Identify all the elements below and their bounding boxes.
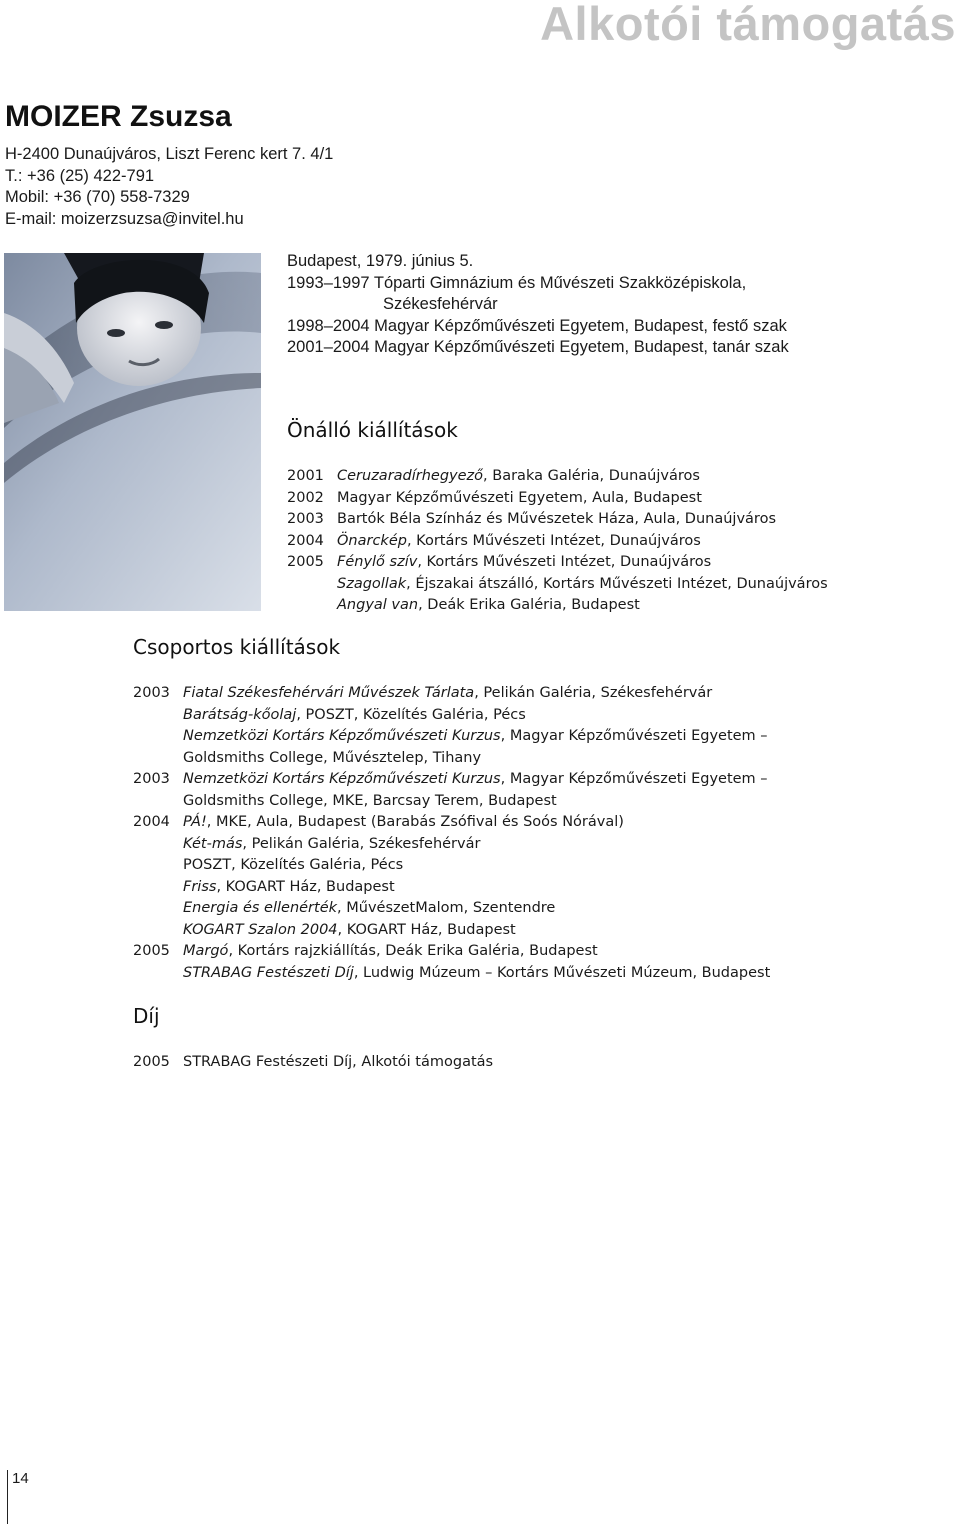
- exhibition-entry: [133, 769, 833, 812]
- entry-text: [183, 920, 516, 942]
- entry-year: [133, 705, 183, 727]
- entry-venue: , Kortárs Művészeti Intézet, Dunaújváros: [406, 532, 701, 549]
- phone-line: T.: +36 (25) 422-791: [5, 166, 155, 185]
- exhibition-entry: [133, 898, 833, 920]
- entry-title: Ceruzaradírhegyező: [337, 468, 484, 484]
- entry-year: [133, 877, 183, 899]
- entry-venue: , MKE, Aula, Budapest (Barabás Zsófival és Soós Nórával): [206, 814, 624, 830]
- entry-text: [183, 812, 624, 834]
- entry-venue: Magyar Képzőművészeti Egyetem, Aula, Budapest: [337, 489, 702, 506]
- entry-text: [337, 509, 776, 531]
- exhibition-entry: [133, 920, 833, 942]
- entry-title: Szagollak: [337, 575, 407, 592]
- entry-text: [183, 705, 526, 727]
- exhibition-entry: [133, 855, 833, 877]
- exhibition-entry: [133, 705, 833, 727]
- entry-text: [337, 488, 702, 510]
- entry-title: Fénylő szív: [337, 554, 418, 570]
- entry-text: [337, 466, 700, 488]
- entry-text: [183, 941, 598, 963]
- entry-year: [133, 726, 183, 769]
- exhibition-entry: [133, 963, 833, 985]
- entry-text: [183, 1052, 493, 1074]
- entry-venue: STRABAG Festészeti Díj, Alkotói támogatás: [183, 1054, 494, 1070]
- entry-text: [337, 595, 640, 617]
- exhibition-entry: [287, 595, 828, 617]
- artist-name: MOIZER Zsuzsa: [5, 100, 232, 133]
- entry-text: [183, 683, 712, 705]
- entry-text: [337, 574, 828, 596]
- entry-year: 2003: [287, 511, 324, 527]
- entry-text: [183, 726, 833, 769]
- entry-text: [183, 769, 833, 812]
- page-margin-rule: [7, 1470, 8, 1524]
- page-header-title: Alkotói támogatás: [540, 0, 956, 50]
- entry-year: [133, 855, 183, 877]
- entry-text: [337, 531, 701, 553]
- entry-year: [133, 963, 183, 985]
- portrait-photo: [4, 253, 261, 611]
- entry-venue: , Kortárs Művészeti Intézet, Dunaújváros: [417, 554, 712, 570]
- exhibition-entry: [133, 726, 833, 769]
- education-line: 1993–1997 Tóparti Gimnázium és Művészeti Szakközépiskola,: [287, 273, 747, 292]
- education-line: 1998–2004 Magyar Képzőművészeti Egyetem, Budapest, festő szak: [287, 316, 787, 335]
- entry-year: 2003: [133, 771, 170, 787]
- entry-year: [133, 834, 183, 856]
- contact-block: [5, 144, 333, 230]
- exhibition-entry: [133, 834, 833, 856]
- page-number: 14: [12, 1470, 29, 1487]
- entry-year: 2005: [287, 554, 324, 570]
- entry-venue: , Magyar Képzőművészeti Egyetem – Goldsmiths College, MKE, Barcsay Terem, Budapest: [183, 771, 768, 809]
- entry-title: Margó: [183, 943, 229, 959]
- entry-title: STRABAG Festészeti Díj: [183, 964, 354, 981]
- entry-venue: , Deák Erika Galéria, Budapest: [418, 597, 640, 613]
- entry-title: Nemzetközi Kortárs Képzőművészeti Kurzus: [183, 771, 501, 787]
- entry-venue: , Ludwig Múzeum – Kortárs Művészeti Múzeum, Budapest: [353, 964, 771, 981]
- entry-title: Fiatal Székesfehérvári Művészek Tárlata: [183, 685, 475, 701]
- entry-year: 2004: [133, 814, 170, 830]
- exhibition-entry: [133, 877, 833, 899]
- exhibition-entry: [287, 509, 828, 531]
- entry-title: PÁ!: [183, 814, 207, 830]
- entry-venue: POSZT, Közelítés Galéria, Pécs: [183, 857, 404, 873]
- bio-block: [287, 251, 789, 359]
- mobile-line: Mobil: +36 (70) 558-7329: [5, 188, 190, 206]
- entry-title: Barátság-kőolaj: [183, 706, 297, 723]
- group-exhibitions-list: [133, 683, 833, 984]
- entry-title: Friss: [183, 878, 217, 895]
- birth-line: Budapest, 1979. június 5.: [287, 252, 474, 270]
- entry-title: KOGART Szalon 2004: [183, 921, 338, 938]
- entry-year: 2005: [133, 1054, 170, 1070]
- award-heading: Díj: [133, 1004, 160, 1028]
- education-line: 2001–2004 Magyar Képzőművészeti Egyetem, Budapest, tanár szak: [287, 338, 789, 356]
- exhibition-entry: [287, 574, 828, 596]
- solo-exhibitions-heading: Önálló kiállítások: [287, 418, 458, 442]
- entry-text: [183, 898, 555, 920]
- address-line: H-2400 Dunaújváros, Liszt Ferenc kert 7. 4/1: [5, 145, 334, 163]
- exhibition-entry: [287, 488, 828, 510]
- entry-year: 2005: [133, 943, 170, 959]
- exhibition-entry: [133, 1052, 493, 1074]
- entry-venue: , Éjszakai átszálló, Kortárs Művészeti Intézet, Dunaújváros: [406, 575, 828, 592]
- entry-title: Angyal van: [337, 597, 419, 613]
- entry-year: [287, 574, 337, 596]
- entry-text: [183, 963, 770, 985]
- entry-title: Nemzetközi Kortárs Képzőművészeti Kurzus: [183, 728, 501, 744]
- exhibition-entry: [133, 812, 833, 834]
- entry-venue: , POSZT, Közelítés Galéria, Pécs: [296, 706, 526, 723]
- entry-venue: , Baraka Galéria, Dunaújváros: [483, 468, 700, 484]
- exhibition-entry: [287, 466, 828, 488]
- entry-venue: , Pelikán Galéria, Székesfehérvár: [242, 835, 481, 852]
- group-exhibitions-heading: Csoportos kiállítások: [133, 635, 341, 659]
- entry-title: Energia és ellenérték: [183, 900, 338, 916]
- exhibition-entry: [287, 552, 828, 574]
- email-line: E-mail: moizerzsuzsa@invitel.hu: [5, 209, 244, 228]
- entry-year: 2001: [287, 468, 324, 484]
- entry-year: [133, 898, 183, 920]
- exhibition-entry: [287, 531, 828, 553]
- entry-year: 2004: [287, 532, 324, 549]
- entry-text: [183, 855, 403, 877]
- entry-venue: , Magyar Képzőművészeti Egyetem – Goldsmiths College, Művésztelep, Tihany: [183, 728, 768, 766]
- exhibition-entry: [133, 683, 833, 705]
- entry-text: [337, 552, 711, 574]
- entry-text: [183, 834, 480, 856]
- entry-text: [183, 877, 395, 899]
- entry-venue: , Kortárs rajzkiállítás, Deák Erika Galéria, Budapest: [228, 943, 598, 959]
- entry-title: Önarckép: [337, 532, 407, 549]
- entry-year: [133, 920, 183, 942]
- award-list: [133, 1052, 493, 1074]
- solo-exhibitions-list: [287, 466, 828, 617]
- entry-venue: , MűvészetMalom, Szentendre: [337, 900, 556, 916]
- exhibition-entry: [133, 941, 833, 963]
- entry-venue: , KOGART Ház, Budapest: [216, 878, 395, 895]
- entry-title: Két-más: [183, 835, 243, 852]
- entry-venue: , KOGART Ház, Budapest: [337, 921, 516, 938]
- entry-year: 2002: [287, 489, 324, 506]
- entry-year: 2003: [133, 685, 170, 701]
- entry-year: [287, 595, 337, 617]
- entry-venue: , Pelikán Galéria, Székesfehérvár: [474, 685, 713, 701]
- education-line: Székesfehérvár: [383, 295, 498, 313]
- entry-venue: Bartók Béla Színház és Művészetek Háza, Aula, Dunaújváros: [337, 511, 776, 527]
